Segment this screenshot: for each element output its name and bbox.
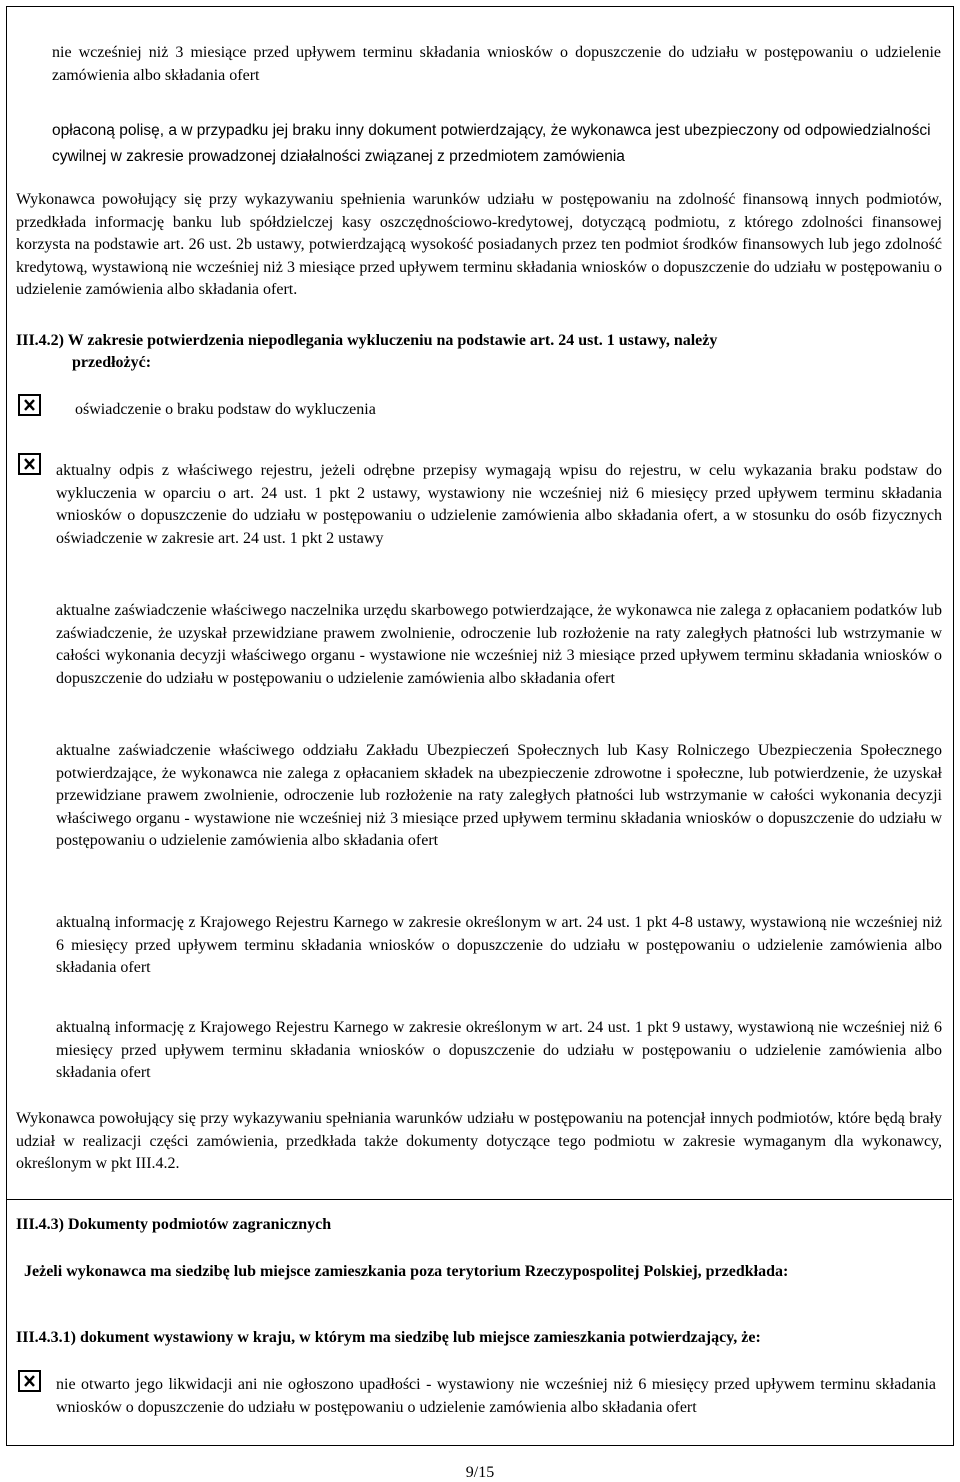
checkbox-checked-icon[interactable]	[18, 1370, 41, 1392]
heading-iii-4-2-line1: III.4.2) W zakresie potwierdzenia niepodlegania wykluczeniu na podstawie art. 24 ust. 1 ustawy, należy	[16, 332, 718, 349]
heading-iii-4-2	[16, 330, 956, 374]
heading-iii-4-2-line2: przedłożyć:	[72, 354, 152, 371]
list-item-criminal-record-4-8: aktualną informację z Krajowego Rejestru Karnego w zakresie określonym w art. 24 ust. 1 pkt 4-8 ustawy, wystawioną nie wcześniej niż 6 miesięcy przed upływem terminu składania wniosków o dopuszczenie do udziału w postępowaniu o udzielenie zamówienia albo składania ofert	[56, 914, 942, 976]
list-item-no-liquidation: nie otwarto jego likwidacji ani nie ogłoszono upadłości - wystawiony nie wcześniej niż 6 miesięcy przed upływem terminu składania wniosków o dopuszczenie do udziału w postępowaniu o udzielenie zamówienia albo składania ofert	[56, 1376, 936, 1416]
paragraph-validity: nie wcześniej niż 3 miesiące przed upływem terminu składania wniosków o dopuszczenie do udziału w postępowaniu o udzielenie zamówienia albo składania ofert	[52, 44, 941, 84]
list-item-tax-certificate: aktualne zaświadczenie właściwego naczelnika urzędu skarbowego potwierdzające, że wykonawca nie zalega z opłacaniem podatków lub zaświadczenie, że uzyskał przewidziane prawem zwolnienie, odroczenie lub rozłożenie na raty zaległych płatności lub wstrzymanie w całości wykonania decyzji właściwego organu - wystawione nie wcześniej niż 3 miesiące przed upływem terminu składania wniosków o dopuszczenie do udziału w postępowaniu o udzielenie zamówienia albo składania ofert	[56, 602, 942, 687]
checkbox-checked-icon[interactable]	[18, 394, 41, 416]
heading-iii-4-3-1: III.4.3.1) dokument wystawiony w kraju, w którym ma siedzibę lub miejsce zamieszkania potwierdzający, że:	[16, 1329, 761, 1346]
page-number: 9/15	[465, 1464, 495, 1481]
checkbox-checked-icon[interactable]	[18, 453, 41, 475]
paragraph-other-entities: Wykonawca powołujący się przy wykazywaniu spełniania warunków udziału w postępowaniu na potencjał innych podmiotów, które będą brały udział w realizacji części zamówienia, przedkłada także dokumenty dotyczące tego podmiotu w zakresie wymaganym dla wykonawcy, określonym w pkt III.4.2.	[16, 1110, 942, 1172]
paragraph-insurance-policy: opłaconą polisę, a w przypadku jej braku inny dokument potwierdzający, że wykonawca jest ubezpieczony od odpowiedzialności cywilnej w zakresie prowadzonej działalności związanej z przedmiotem zamówienia	[52, 122, 931, 165]
list-item-declaration: oświadczenie o braku podstaw do wykluczenia	[75, 401, 376, 418]
list-item-social-insurance-certificate: aktualne zaświadczenie właściwego oddziału Zakładu Ubezpieczeń Społecznych lub Kasy Rolniczego Ubezpieczenia Społecznego potwierdzające, że wykonawca nie zalega z opłacaniem składek na ubezpieczenie zdrowotne i społeczne, lub potwierdzenie, że uzyskał przewidziane prawem zwolnienie, odroczenie lub rozłożenie na raty zaległych płatności lub wstrzymanie w całości wykonania decyzji właściwego organu - wystawione nie wcześniej niż 3 miesiące przed upływem terminu składania wniosków o dopuszczenie do udziału w postępowaniu o udzielenie zamówienia albo składania ofert	[56, 742, 942, 849]
heading-iii-4-3: III.4.3) Dokumenty podmiotów zagranicznych	[16, 1216, 332, 1233]
list-item-registry-extract: aktualny odpis z właściwego rejestru, jeżeli odrębne przepisy wymagają wpisu do rejestru, w celu wykazania braku podstaw do wykluczenia w oparciu o art. 24 ust. 1 pkt 2 ustawy, wystawiony nie wcześniej niż 6 miesięcy przed upływem terminu składania wniosków o dopuszczenie do udziału w postępowaniu o udzielenie zamówienia albo składania ofert, a w stosunku do osób fizycznych oświadczenie w zakresie art. 24 ust. 1 pkt 2 ustawy	[56, 462, 942, 547]
paragraph-financial-capacity: Wykonawca powołujący się przy wykazywaniu spełnienia warunków udziału w postępowaniu na zdolność finansową innych podmiotów, przedkłada informację banku lub spółdzielczej kasy oszczędnościowo-kredytowej, dotyczącą podmiotu, z którego zdolności finansowej korzysta na podstawie art. 26 ust. 2b ustawy, potwierdzającą wysokość posiadanych przez ten podmiot środków finansowych lub jego zdolność kredytową, wystawioną nie wcześniej niż 3 miesiące przed upływem terminu składania wniosków o dopuszczenie do udziału w postępowaniu o udzielenie zamówienia albo składania ofert.	[16, 191, 942, 298]
list-item-criminal-record-9: aktualną informację z Krajowego Rejestru Karnego w zakresie określonym w art. 24 ust. 1 pkt 9 ustawy, wystawioną nie wcześniej niż 6 miesięcy przed upływem terminu składania wniosków o dopuszczenie do udziału w postępowaniu o udzielenie zamówienia albo składania ofert	[56, 1019, 942, 1081]
heading-foreign-seat: Jeżeli wykonawca ma siedzibę lub miejsce zamieszkania poza terytorium Rzeczypospolitej Polskiej, przedkłada:	[24, 1263, 789, 1280]
section-divider	[6, 1199, 952, 1200]
